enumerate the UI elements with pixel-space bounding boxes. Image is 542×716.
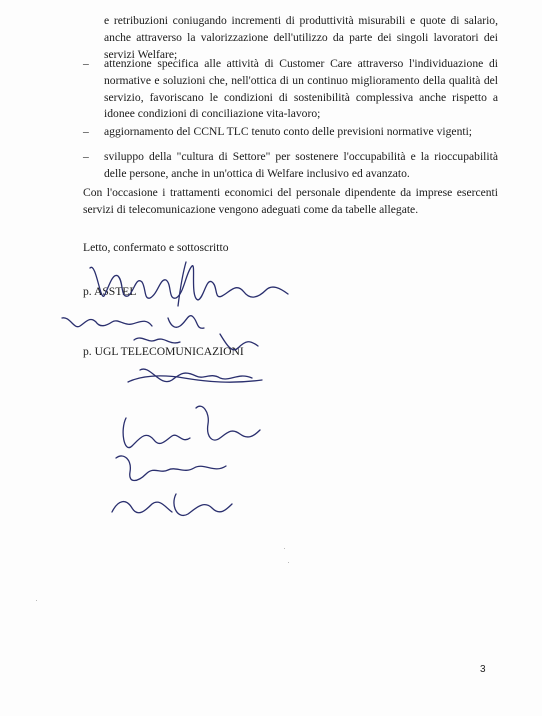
bullet-text: aggiornamento del CCNL TLC tenuto conto delle previsioni normative vigenti; — [104, 125, 473, 138]
signature-stroke — [196, 406, 260, 440]
scan-speck — [288, 562, 289, 563]
bullet-text: attenzione specifica alle attività di Customer Care attraverso l'individuazione di normative e soluzioni che, nell'ottica di un continuo miglioramento della qualità del servizio, favoriscano le condizioni di sostenibilità complessiva anche rispetto a idonee condizioni di conciliazione vita-lavoro; — [104, 57, 498, 121]
closing-paragraph: Con l'occasione i trattamenti economici del personale dipendente da imprese esercenti servizi di telecomunicazione vengono adeguati come da tabelle allegate. — [83, 186, 498, 216]
signatory-label-asstel: p. ASSTEL — [83, 285, 137, 298]
signoff-line: Letto, confermato e sottoscritto — [83, 241, 229, 254]
page-number: 3 — [480, 664, 486, 675]
signature-stroke — [134, 338, 180, 343]
signature-stroke — [128, 376, 262, 382]
signature-stroke — [123, 418, 190, 448]
signature-stroke — [168, 316, 204, 329]
bullet-text: sviluppo della "cultura di Settore" per sostenere l'occupabilità e la rioccupabilità delle persone, anche in un'ottica di Welfare inclusivo ed avanzato. — [104, 150, 498, 180]
continuation-paragraph: e retribuzioni coniugando incrementi di produttività misurabili e quote di salario, anche attraverso la valorizzazione dell'utilizzo da parte dei singoli lavoratori dei servizi Welfare; — [104, 14, 498, 61]
signature-stroke — [174, 494, 232, 515]
signature-stroke — [62, 318, 152, 327]
scan-speck — [36, 600, 37, 601]
scan-speck — [284, 548, 285, 549]
signature-stroke — [116, 456, 226, 481]
bullet-dash: – — [83, 57, 89, 70]
signature-stroke — [178, 262, 186, 306]
bullet-dash: – — [83, 150, 89, 163]
signatory-label-ugl: p. UGL TELECOMUNICAZIONI — [83, 345, 244, 358]
bullet-dash: – — [83, 125, 89, 138]
signature-stroke — [112, 502, 172, 513]
signature-stroke — [140, 369, 252, 382]
